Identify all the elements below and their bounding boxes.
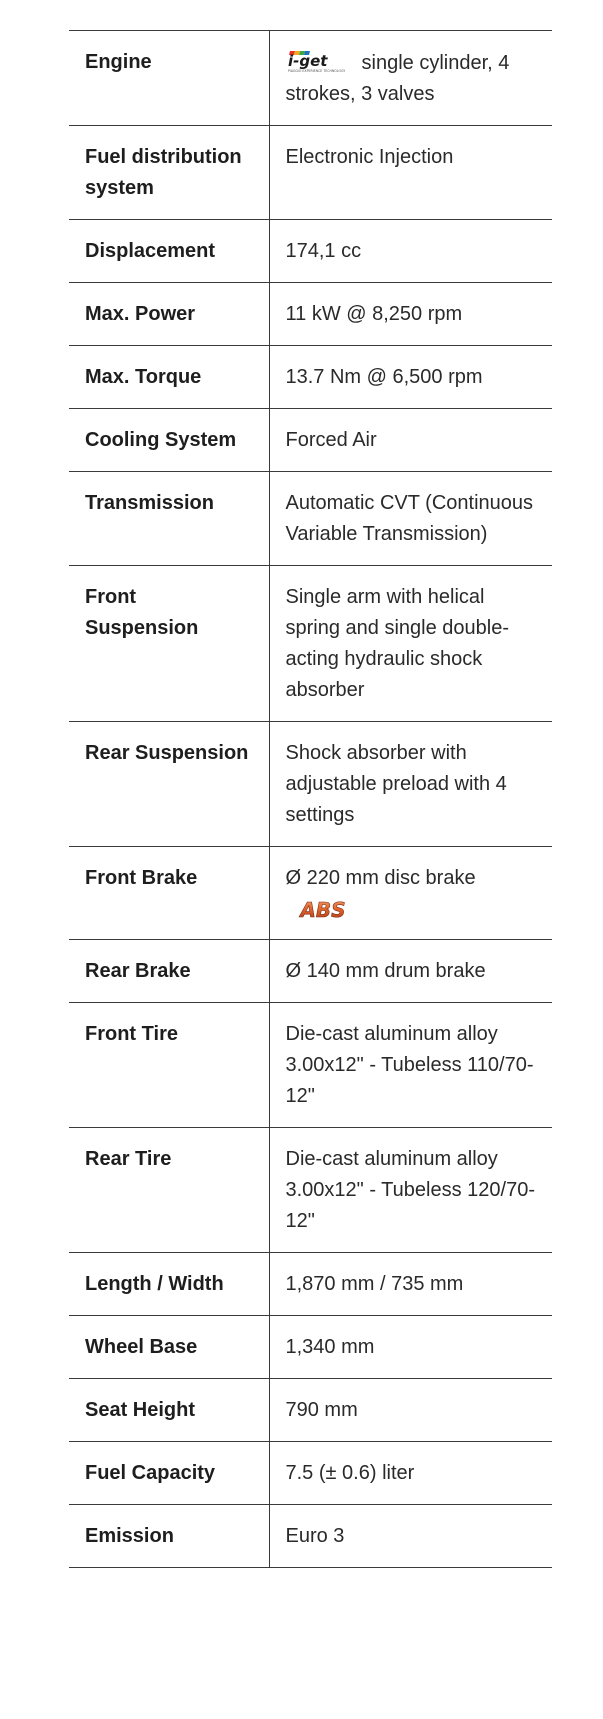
spec-row-length-width	[69, 1253, 552, 1316]
spec-label: Seat Height	[85, 1399, 196, 1421]
spec-value: 174,1 cc	[269, 220, 552, 283]
spec-value: Die-cast aluminum alloy 3.00x12" - Tubeless 120/70-12"	[269, 1128, 552, 1253]
spec-row-fuel-distribution	[69, 126, 552, 220]
spec-value: 1,870 mm / 735 mm	[269, 1253, 552, 1316]
spec-row-engine	[69, 31, 552, 126]
spec-value: Euro 3	[269, 1505, 552, 1568]
spec-value: 790 mm	[269, 1379, 552, 1442]
spec-row-emission	[69, 1505, 552, 1568]
spec-value: Forced Air	[269, 409, 552, 472]
spec-row-seat-height	[69, 1379, 552, 1442]
spec-label: Fuel Capacity	[85, 1462, 216, 1484]
spec-row-displacement	[69, 220, 552, 283]
spec-value: 13.7 Nm @ 6,500 rpm	[269, 346, 552, 409]
spec-value-cell	[269, 847, 552, 940]
spec-label: Cooling System	[85, 429, 237, 451]
spec-value: Shock absorber with adjustable preload with 4 settings	[269, 722, 552, 847]
spec-label: Transmission	[85, 492, 214, 514]
spec-value: Single arm with helical spring and single double-acting hydraulic shock absorber	[269, 566, 552, 722]
spec-value: Electronic Injection	[269, 126, 552, 220]
spec-value: 11 kW @ 8,250 rpm	[269, 283, 552, 346]
spec-label: Displacement	[85, 240, 216, 262]
spec-label: Front Brake	[85, 867, 198, 889]
spec-value: Automatic CVT (Continuous Variable Transmission)	[269, 472, 552, 566]
iget-logo	[286, 47, 356, 73]
spec-row-cooling-system	[69, 409, 552, 472]
spec-table	[69, 30, 552, 1568]
spec-row-fuel-capacity	[69, 1442, 552, 1505]
spec-label: Rear Tire	[85, 1148, 172, 1170]
spec-value: Ø 140 mm drum brake	[269, 940, 552, 1003]
spec-value: single cylinder, 4 strokes, 3 valves	[285, 52, 510, 105]
spec-row-max-torque	[69, 346, 552, 409]
spec-label: Rear Brake	[85, 960, 191, 982]
spec-row-front-tire	[69, 1003, 552, 1128]
abs-logo	[286, 900, 360, 920]
spec-row-max-power	[69, 283, 552, 346]
spec-row-rear-brake	[69, 940, 552, 1003]
spec-value-cell	[269, 31, 552, 126]
spec-row-transmission	[69, 472, 552, 566]
iget-logo-text: i-get	[287, 52, 327, 70]
spec-label: Rear Suspension	[85, 742, 249, 764]
spec-label: Max. Power	[85, 303, 196, 325]
spec-row-front-suspension	[69, 566, 552, 722]
spec-row-wheel-base	[69, 1316, 552, 1379]
spec-label: Max. Torque	[85, 366, 202, 388]
spec-label: Engine	[85, 51, 152, 73]
abs-logo-text: ABS	[299, 900, 346, 920]
spec-value: Ø 220 mm disc brake	[285, 867, 476, 889]
spec-row-rear-suspension	[69, 722, 552, 847]
spec-label: Fuel distribution system	[85, 146, 242, 199]
spec-value: 7.5 (± 0.6) liter	[269, 1442, 552, 1505]
spec-label: Wheel Base	[85, 1336, 198, 1358]
spec-row-front-brake	[69, 847, 552, 940]
spec-value: 1,340 mm	[269, 1316, 552, 1379]
spec-label: Front Tire	[85, 1023, 178, 1045]
spec-label: Emission	[85, 1525, 174, 1547]
spec-row-rear-tire	[69, 1128, 552, 1253]
spec-value: Die-cast aluminum alloy 3.00x12" - Tubeless 110/70-12"	[269, 1003, 552, 1128]
spec-label: Length / Width	[85, 1273, 224, 1295]
iget-logo-tagline: PIAGGIO EXPERIENCE TECHNOLOGY	[287, 69, 345, 73]
spec-label: Front Suspension	[85, 586, 199, 639]
